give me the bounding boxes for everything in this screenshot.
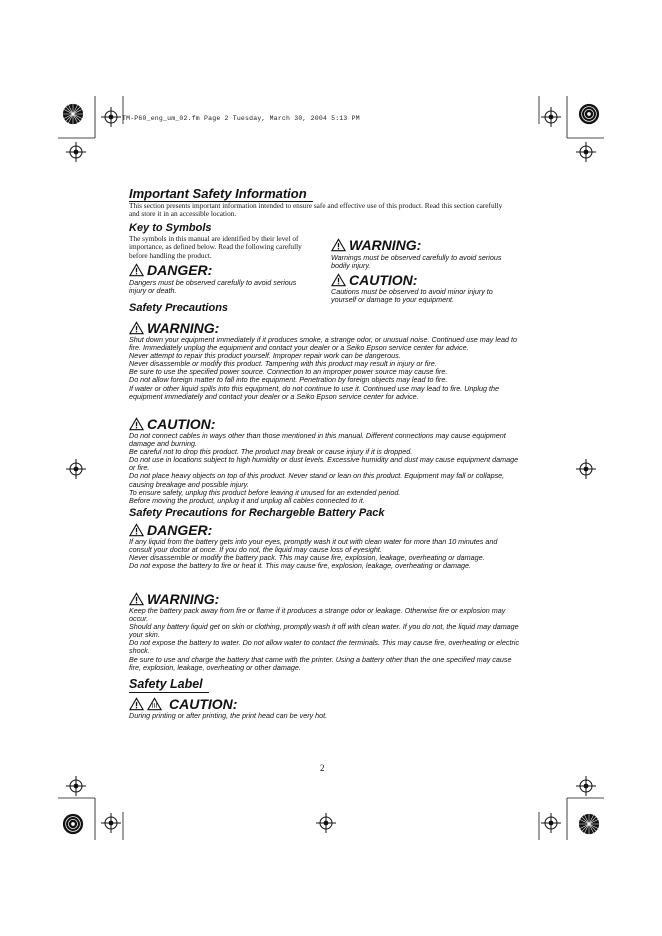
hot-surface-icon <box>147 697 162 711</box>
registration-mark <box>316 813 336 833</box>
registration-mark <box>541 813 561 833</box>
list-item: Be sure to use the specified power source. Connection to an improper power source may cause fire. <box>129 367 448 377</box>
warning-triangle-icon <box>129 697 144 711</box>
list-item: Shut down your equipment immediately if it produces smoke, a strange odor, or unusual noise. Continued use may lead to fire. Immediately unplug the equipment and contact your dealer or a Seiko Epson service center for advice. <box>129 335 517 353</box>
caution-list <box>129 432 521 505</box>
warning-label: WARNING: <box>349 237 422 253</box>
registration-mark <box>576 776 596 796</box>
warning-triangle-icon <box>129 321 144 335</box>
danger-label: DANGER: <box>147 522 213 538</box>
list-item: Before moving the product, unplug it and unplug all cables connected to it. <box>129 495 365 505</box>
danger-definition: Dangers must be observed carefully to avoid serious injury or death. <box>129 278 297 296</box>
list-item: Be careful not to drop this product. The product may break or cause injury if it is dropped. <box>129 447 413 457</box>
list-item: Do not expose the battery to fire or heat it. This may cause fire, explosion, leakage, overheating or damage. <box>129 561 471 571</box>
warning-triangle-icon <box>129 523 144 537</box>
list-item: Should any battery liquid get on skin or clothing, promptly wash it off with clean water. If you do not, the liquid may damage your skin. <box>129 622 519 640</box>
warning-definition: Warnings must be observed carefully to avoid serious bodily injury. <box>331 253 502 271</box>
key-to-symbols-text: The symbols in this manual are identified by their level of importance, as defined below. Read the following carefully before handling the product. <box>129 234 302 260</box>
registration-mark <box>576 142 596 162</box>
caution-label: CAUTION: <box>169 696 238 712</box>
intro-text: This section presents important information intended to ensure safe and effective use of this product. Read this section carefully and store it in an accessible location. <box>129 201 503 219</box>
registration-mark <box>66 142 86 162</box>
file-header-line: TM-P60_eng_um_02.fm Page 2 Tuesday, March 30, 2004 5:13 PM <box>122 115 360 122</box>
warning-triangle-icon <box>129 592 144 606</box>
rings-mark-bottom-left <box>62 813 84 835</box>
registration-mark <box>576 459 596 479</box>
safety-precautions-heading: Safety Precautions <box>129 302 229 314</box>
list-item: Never disassemble or modify this product. Tampering with this product may result in injury or fire. <box>129 359 437 369</box>
list-item: If water or other liquid spills into this equipment, do not continue to use it. Continued use may lead to fire. Unplug the equipment immediately and contact your dealer or a Seiko Epson service center for advice. <box>129 383 499 401</box>
list-item: Be sure to use and charge the battery that came with the printer. Using a battery other than the one specified may cause fire, explosion, leakage, overheating or other damage. <box>129 654 512 672</box>
rings-mark-top-right <box>578 103 600 125</box>
caution-label: CAUTION: <box>349 272 418 288</box>
caution-signal <box>129 696 237 712</box>
warning-triangle-icon <box>129 417 144 431</box>
caution-signal <box>129 416 215 432</box>
safety-label-text: During printing or after printing, the print head can be very hot. <box>129 711 328 720</box>
caution-definition: Cautions must be observed to avoid minor injury to yourself or damage to your equipment. <box>331 287 493 305</box>
caution-label: CAUTION: <box>147 416 216 432</box>
warning-list <box>129 336 521 401</box>
page-number: 2 <box>320 763 325 773</box>
list-item: To ensure safety, unplug this product before leaving it unused for an extended period. <box>129 487 401 497</box>
list-item: Do not place heavy objects on top of this product. Never stand or lean on this product. Equipment may fall or collapse, causing breakage and possible injury. <box>129 471 505 489</box>
list-item: If any liquid from the battery gets into your eyes, promptly wash it out with clean water for more than 10 minutes and consult your doctor at once. If you do not, the liquid may cause loss of eyesight. <box>129 537 498 555</box>
list-item: Keep the battery pack away from fire or flame if it produces a strange odor or leakage. Otherwise fire or explosion may occur. <box>129 606 506 624</box>
list-item: Never disassemble or modify the battery pack. This may cause fire, explosion, leakage, overheating or damage. <box>129 553 485 563</box>
list-item: Do not connect cables in ways other than those mentioned in this manual. Different connections may cause equipment damage and burning. <box>129 431 506 449</box>
warning-triangle-icon <box>331 238 346 252</box>
warning-label: WARNING: <box>147 591 220 607</box>
warning-label: WARNING: <box>147 320 220 336</box>
list-item: Do not use in locations subject to high humidity or dust levels. Excessive humidity and dust may cause equipment damage or fire. <box>129 455 519 473</box>
list-item: Do not expose the battery to water. Do not allow water to contact the terminals. This may cause fire, overheating or electric shock. <box>129 638 520 656</box>
list-item: Never attempt to repair this product yourself. Improper repair work can be dangerous. <box>129 351 401 361</box>
caution-signal <box>331 272 417 288</box>
registration-mark <box>66 459 86 479</box>
page-title: Important Safety Information <box>129 186 313 202</box>
registration-mark <box>101 107 121 127</box>
starburst-mark-top-left <box>62 103 84 125</box>
registration-mark <box>66 776 86 796</box>
safety-label-heading: Safety Label <box>129 677 209 693</box>
warning-triangle-icon <box>129 263 144 277</box>
warning-signal <box>129 591 219 607</box>
battery-warning-list <box>129 607 521 672</box>
danger-signal <box>129 262 212 278</box>
warning-triangle-icon <box>331 273 346 287</box>
starburst-mark-bottom-right <box>578 813 600 835</box>
registration-mark <box>541 107 561 127</box>
battery-danger-list <box>129 538 521 570</box>
battery-heading: Safety Precautions for Rechargeble Battery Pack <box>129 507 385 519</box>
warning-signal <box>331 237 421 253</box>
list-item: Do not allow foreign matter to fall into the equipment. Penetration by foreign objects may lead to fire. <box>129 375 448 385</box>
key-to-symbols-heading: Key to Symbols <box>129 222 212 234</box>
danger-label: DANGER: <box>147 262 213 278</box>
danger-signal <box>129 522 212 538</box>
registration-mark <box>101 813 121 833</box>
warning-signal <box>129 320 219 336</box>
